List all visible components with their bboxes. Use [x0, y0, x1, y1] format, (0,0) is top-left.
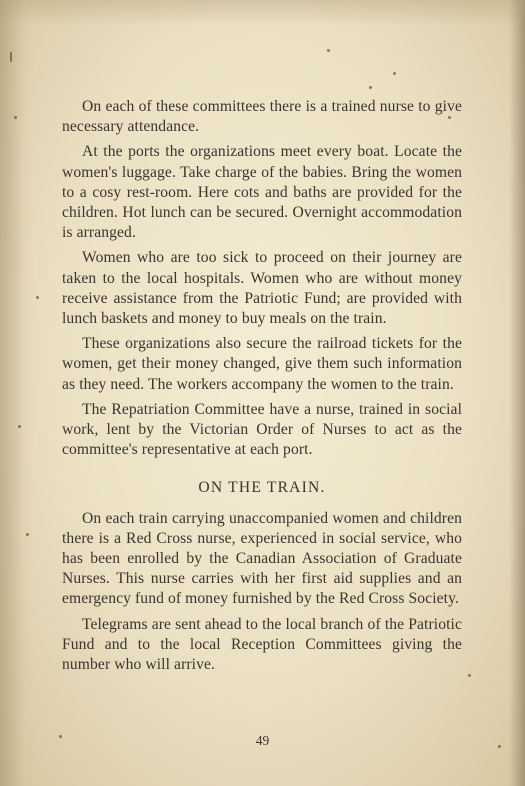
paragraph: Women who are too sick to proceed on their journey are taken to the local hospitals. Women who are without money receive assistance from the Patriotic Fund; are provided with lunch baskets and money to buy meals on the train. [62, 249, 462, 328]
paragraph: On each train carrying unaccompanied women and children there is a Red Cross nurse, experienced in social service, who has been enrolled by the Canadian Association of Graduate Nurses. This nurse carries with her first aid supplies and an emergency fund of money furnished by the Red Cross Society. [62, 509, 462, 608]
paper-speck [14, 116, 17, 119]
paper-speck [468, 674, 471, 677]
paragraph: On each of these committees there is a trained nurse to give necessary attendance. [62, 98, 462, 136]
paper-speck [369, 86, 372, 89]
paragraph: These organizations also secure the railroad tickets for the women, get their money changed, give them such information as they need. The workers accompany the women to the train. [62, 335, 462, 393]
page-number: 49 [255, 733, 270, 748]
paper-speck [327, 49, 330, 52]
paper-speck [10, 52, 12, 62]
paper-speck [18, 425, 21, 428]
paragraph: At the ports the organizations meet every boat. Locate the women's luggage. Take charge of the babies. Bring the women to a cosy rest-room. Here cots and baths are provided for the children. Hot lunch can be secured. Overnight accommodation is arranged. [62, 143, 462, 242]
page-body-text [62, 97, 462, 680]
page-edge-shadow-left [0, 0, 34, 786]
paper-speck [26, 533, 29, 536]
section-heading: ON THE TRAIN. [198, 479, 326, 497]
paragraph: Telegrams are sent ahead to the local branch of the Patriotic Fund and to the local Reception Committees giving the number who will arrive. [62, 615, 462, 674]
paper-speck [393, 72, 396, 75]
page-edge-shadow-top [0, 0, 525, 26]
page-edge-shadow-right [509, 0, 525, 786]
paragraph: The Repatriation Committee have a nurse, trained in social work, lent by the Victorian Order of Nurses to act as the committee's representative at each port. [62, 400, 462, 459]
paper-speck [36, 296, 39, 299]
